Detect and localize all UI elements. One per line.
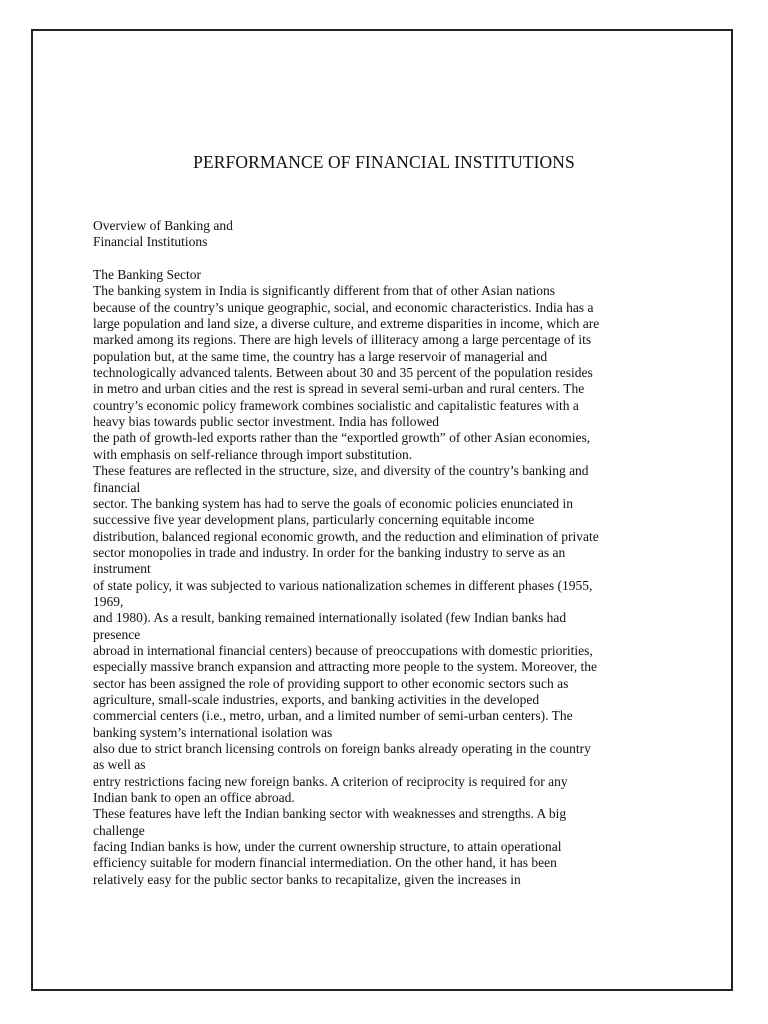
section-heading-line: Financial Institutions <box>93 234 208 250</box>
body-text-line: abroad in international financial centers) because of preoccupations with domestic priorities, <box>93 642 593 658</box>
body-text-line: agriculture, small-scale industries, exports, and banking activities in the developed <box>93 691 540 707</box>
body-text-line: of state policy, it was subjected to various nationalization schemes in different phases (1955, <box>93 577 593 593</box>
body-text-line: entry restrictions facing new foreign banks. A criterion of reciprocity is required for any <box>93 773 568 789</box>
body-text-line: especially massive branch expansion and attracting more people to the system. Moreover, the <box>93 659 598 675</box>
body-text-line: sector monopolies in trade and industry. In order for the banking industry to serve as an <box>93 544 566 560</box>
body-text-line: sector. The banking system has had to serve the goals of economic policies enunciated in <box>93 495 573 511</box>
body-text-line: distribution, balanced regional economic growth, and the reduction and elimination of private <box>93 528 599 544</box>
body-text-line: financial <box>93 479 141 495</box>
body-text-line: heavy bias towards public sector investment. India has followed <box>93 414 440 430</box>
body-text-line: instrument <box>93 561 151 577</box>
section-heading-line: Overview of Banking and <box>93 218 233 233</box>
body-text-line: because of the country’s unique geographic, social, and economic characteristics. India has a <box>93 299 594 315</box>
body-text-line: and 1980). As a result, banking remained internationally isolated (few Indian banks had <box>93 610 567 626</box>
body-text-line: These features are reflected in the structure, size, and diversity of the country’s banking and <box>93 463 589 479</box>
body-text-line: These features have left the Indian banking sector with weaknesses and strengths. A big <box>93 806 567 822</box>
body-text-line: The banking system in India is significantly different from that of other Asian nations <box>93 283 556 299</box>
document-body <box>93 218 683 888</box>
body-text-line: commercial centers (i.e., metro, urban, and a limited number of semi-urban centers). The <box>93 708 573 724</box>
body-text-line: sector has been assigned the role of providing support to other economic sectors such as <box>93 675 569 691</box>
body-text-line: presence <box>93 626 141 642</box>
body-text-line: banking system’s international isolation was <box>93 724 333 740</box>
body-text-line: the path of growth-led exports rather than the “exportled growth” of other Asian economies, <box>93 430 591 446</box>
body-text-line: facing Indian banks is how, under the current ownership structure, to attain operational <box>93 839 562 855</box>
body-text-line: challenge <box>93 822 145 838</box>
body-text-line: 1969, <box>93 593 124 609</box>
body-text-line: successive five year development plans, particularly concerning equitable income <box>93 512 535 528</box>
body-text-line: marked among its regions. There are high levels of illiteracy among a large percentage of its <box>93 332 592 348</box>
body-text-line: with emphasis on self-reliance through import substitution. <box>93 446 413 462</box>
subsection-heading: The Banking Sector <box>93 267 201 283</box>
blank-line <box>93 251 683 267</box>
body-text-line: efficiency suitable for modern financial intermediation. On the other hand, it has been <box>93 855 557 871</box>
document-title: PERFORMANCE OF FINANCIAL INSTITUTIONS <box>193 152 575 172</box>
body-paragraphs <box>93 283 683 888</box>
body-text-line: also due to strict branch licensing controls on foreign banks already operating in the country <box>93 741 591 756</box>
body-text-line: large population and land size, a diverse culture, and extreme disparities in income, which are <box>93 316 600 332</box>
body-text-line: Indian bank to open an office abroad. <box>93 790 295 806</box>
body-text-line: country’s economic policy framework combines socialistic and capitalistic features with a <box>93 397 579 413</box>
body-text-line: technologically advanced talents. Between about 30 and 35 percent of the population resides <box>93 365 593 381</box>
body-text-line: as well as <box>93 757 146 773</box>
body-text-line: population but, at the same time, the country has a large reservoir of managerial and <box>93 348 548 364</box>
body-text-line: relatively easy for the public sector banks to recapitalize, given the increases in <box>93 871 521 887</box>
body-text-line: in metro and urban cities and the rest is spread in several semi-urban and rural centers. The <box>93 381 585 397</box>
